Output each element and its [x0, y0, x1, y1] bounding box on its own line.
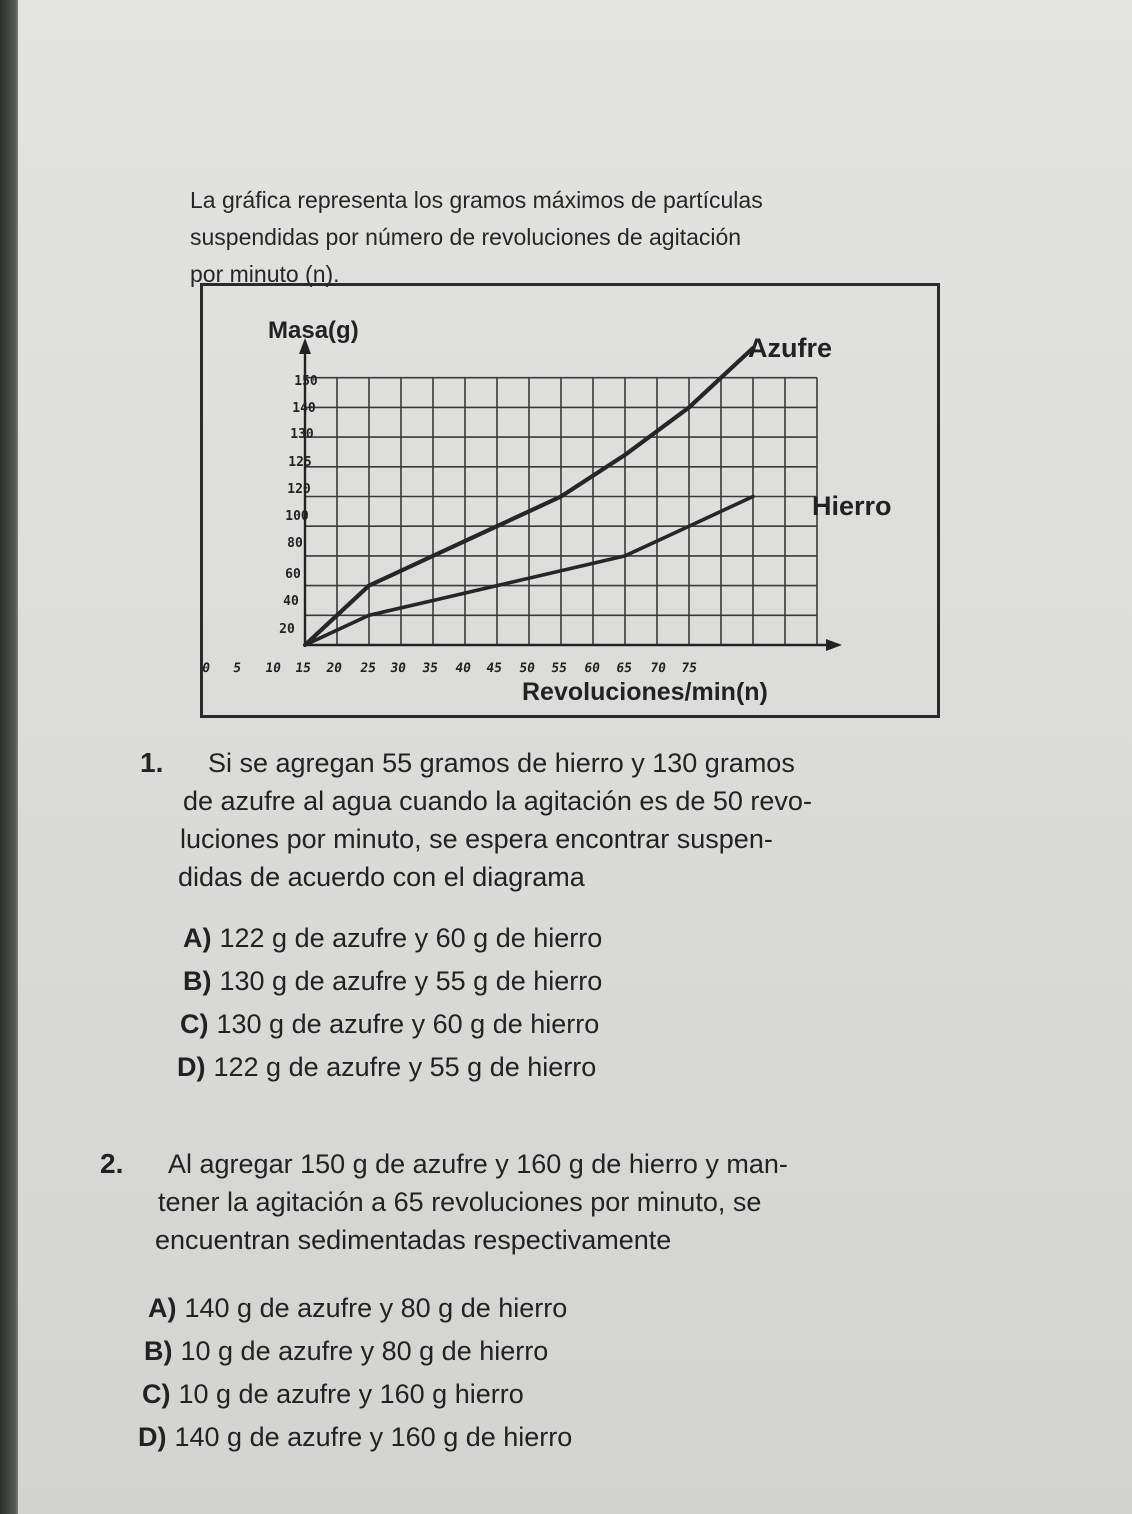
y-tick-label: 120: [287, 482, 311, 497]
option-text: 122 g de azufre y 55 g de hierro: [213, 1052, 597, 1082]
option-text: 122 g de azufre y 60 g de hierro: [219, 923, 603, 953]
option-text: 140 g de azufre y 80 g de hierro: [184, 1293, 568, 1323]
y-tick-label: 125: [288, 455, 312, 470]
x-tick-label: 45: [485, 661, 503, 676]
x-tick-label: 5: [232, 661, 243, 676]
question-number: 1.: [140, 747, 164, 778]
question-text-line: encuentran sedimentadas respectivamente: [155, 1225, 672, 1255]
option-letter: C): [180, 1009, 209, 1039]
question-1-options: [177, 917, 603, 1089]
y-tick-label: 100: [285, 509, 309, 524]
question-number: 2.: [100, 1148, 124, 1179]
option-letter: C): [142, 1379, 171, 1409]
x-tick-label: 35: [421, 661, 439, 676]
question-1: [140, 744, 812, 896]
x-tick-label: 50: [518, 661, 536, 676]
option-letter: A): [183, 923, 212, 953]
x-tick-label: 0: [201, 661, 212, 676]
series-label-hierro: Hierro: [812, 491, 892, 521]
option-text: 10 g de azufre y 80 g de hierro: [180, 1336, 549, 1366]
y-tick-label: 150: [294, 374, 318, 389]
option-d[interactable]: [177, 1046, 602, 1089]
y-tick-label: 80: [287, 536, 303, 551]
option-b[interactable]: [183, 960, 602, 1003]
option-text: 10 g de azufre y 160 g hierro: [178, 1379, 524, 1409]
question-text-line: Si se agregan 55 gramos de hierro y 130 gramos: [208, 748, 795, 778]
option-a[interactable]: [148, 1287, 572, 1330]
x-tick-label: 30: [389, 661, 407, 676]
option-letter: B): [183, 966, 212, 996]
question-text-line: didas de acuerdo con el diagrama: [178, 862, 585, 892]
x-tick-label: 25: [359, 661, 377, 676]
option-letter: B): [144, 1336, 173, 1366]
x-tick-label: 65: [615, 661, 633, 676]
option-c[interactable]: [142, 1373, 572, 1416]
option-c[interactable]: [180, 1003, 602, 1046]
x-axis-arrow: [826, 639, 842, 651]
x-tick-label: 40: [454, 661, 472, 676]
option-text: 130 g de azufre y 55 g de hierro: [219, 966, 603, 996]
option-letter: D): [138, 1422, 167, 1452]
option-letter: D): [177, 1052, 206, 1082]
x-axis-title: Revoluciones/min(n): [522, 678, 768, 706]
question-text-line: tener la agitación a 65 revoluciones por minuto, se: [158, 1187, 762, 1217]
option-a[interactable]: [183, 917, 602, 960]
x-tick-label: 15: [294, 661, 312, 676]
option-text: 130 g de azufre y 60 g de hierro: [216, 1009, 600, 1039]
intro-line: por minuto (n).: [190, 261, 340, 287]
intro-line: La gráfica representa los gramos máximos de partículas: [190, 187, 763, 213]
question-2: [100, 1145, 788, 1259]
x-tick-label: 20: [325, 661, 343, 676]
y-axis-title: Masa(g): [268, 317, 359, 344]
option-d[interactable]: [138, 1416, 572, 1459]
question-text-line: Al agregar 150 g de azufre y 160 g de hierro y man-: [168, 1149, 788, 1179]
intro-line: suspendidas por número de revoluciones de agitación: [190, 224, 742, 250]
y-tick-label: 140: [292, 401, 316, 416]
option-b[interactable]: [144, 1330, 572, 1373]
x-tick-label: 75: [680, 661, 698, 676]
series-label-azufre: Azufre: [748, 333, 833, 363]
x-tick-label: 10: [264, 661, 282, 676]
y-tick-label: 130: [290, 427, 314, 442]
option-letter: A): [148, 1293, 177, 1323]
y-tick-label: 60: [285, 567, 301, 582]
x-tick-label: 70: [649, 661, 667, 676]
y-tick-label: 40: [283, 594, 299, 609]
y-tick-label: 20: [279, 622, 295, 637]
question-2-options: [138, 1287, 573, 1459]
question-text-line: luciones por minuto, se espera encontrar suspen-: [180, 824, 773, 854]
option-text: 140 g de azufre y 160 g de hierro: [174, 1422, 573, 1452]
x-tick-label: 60: [583, 661, 601, 676]
x-tick-label: 55: [550, 661, 568, 676]
question-text-line: de azufre al agua cuando la agitación es de 50 revo-: [183, 786, 812, 816]
